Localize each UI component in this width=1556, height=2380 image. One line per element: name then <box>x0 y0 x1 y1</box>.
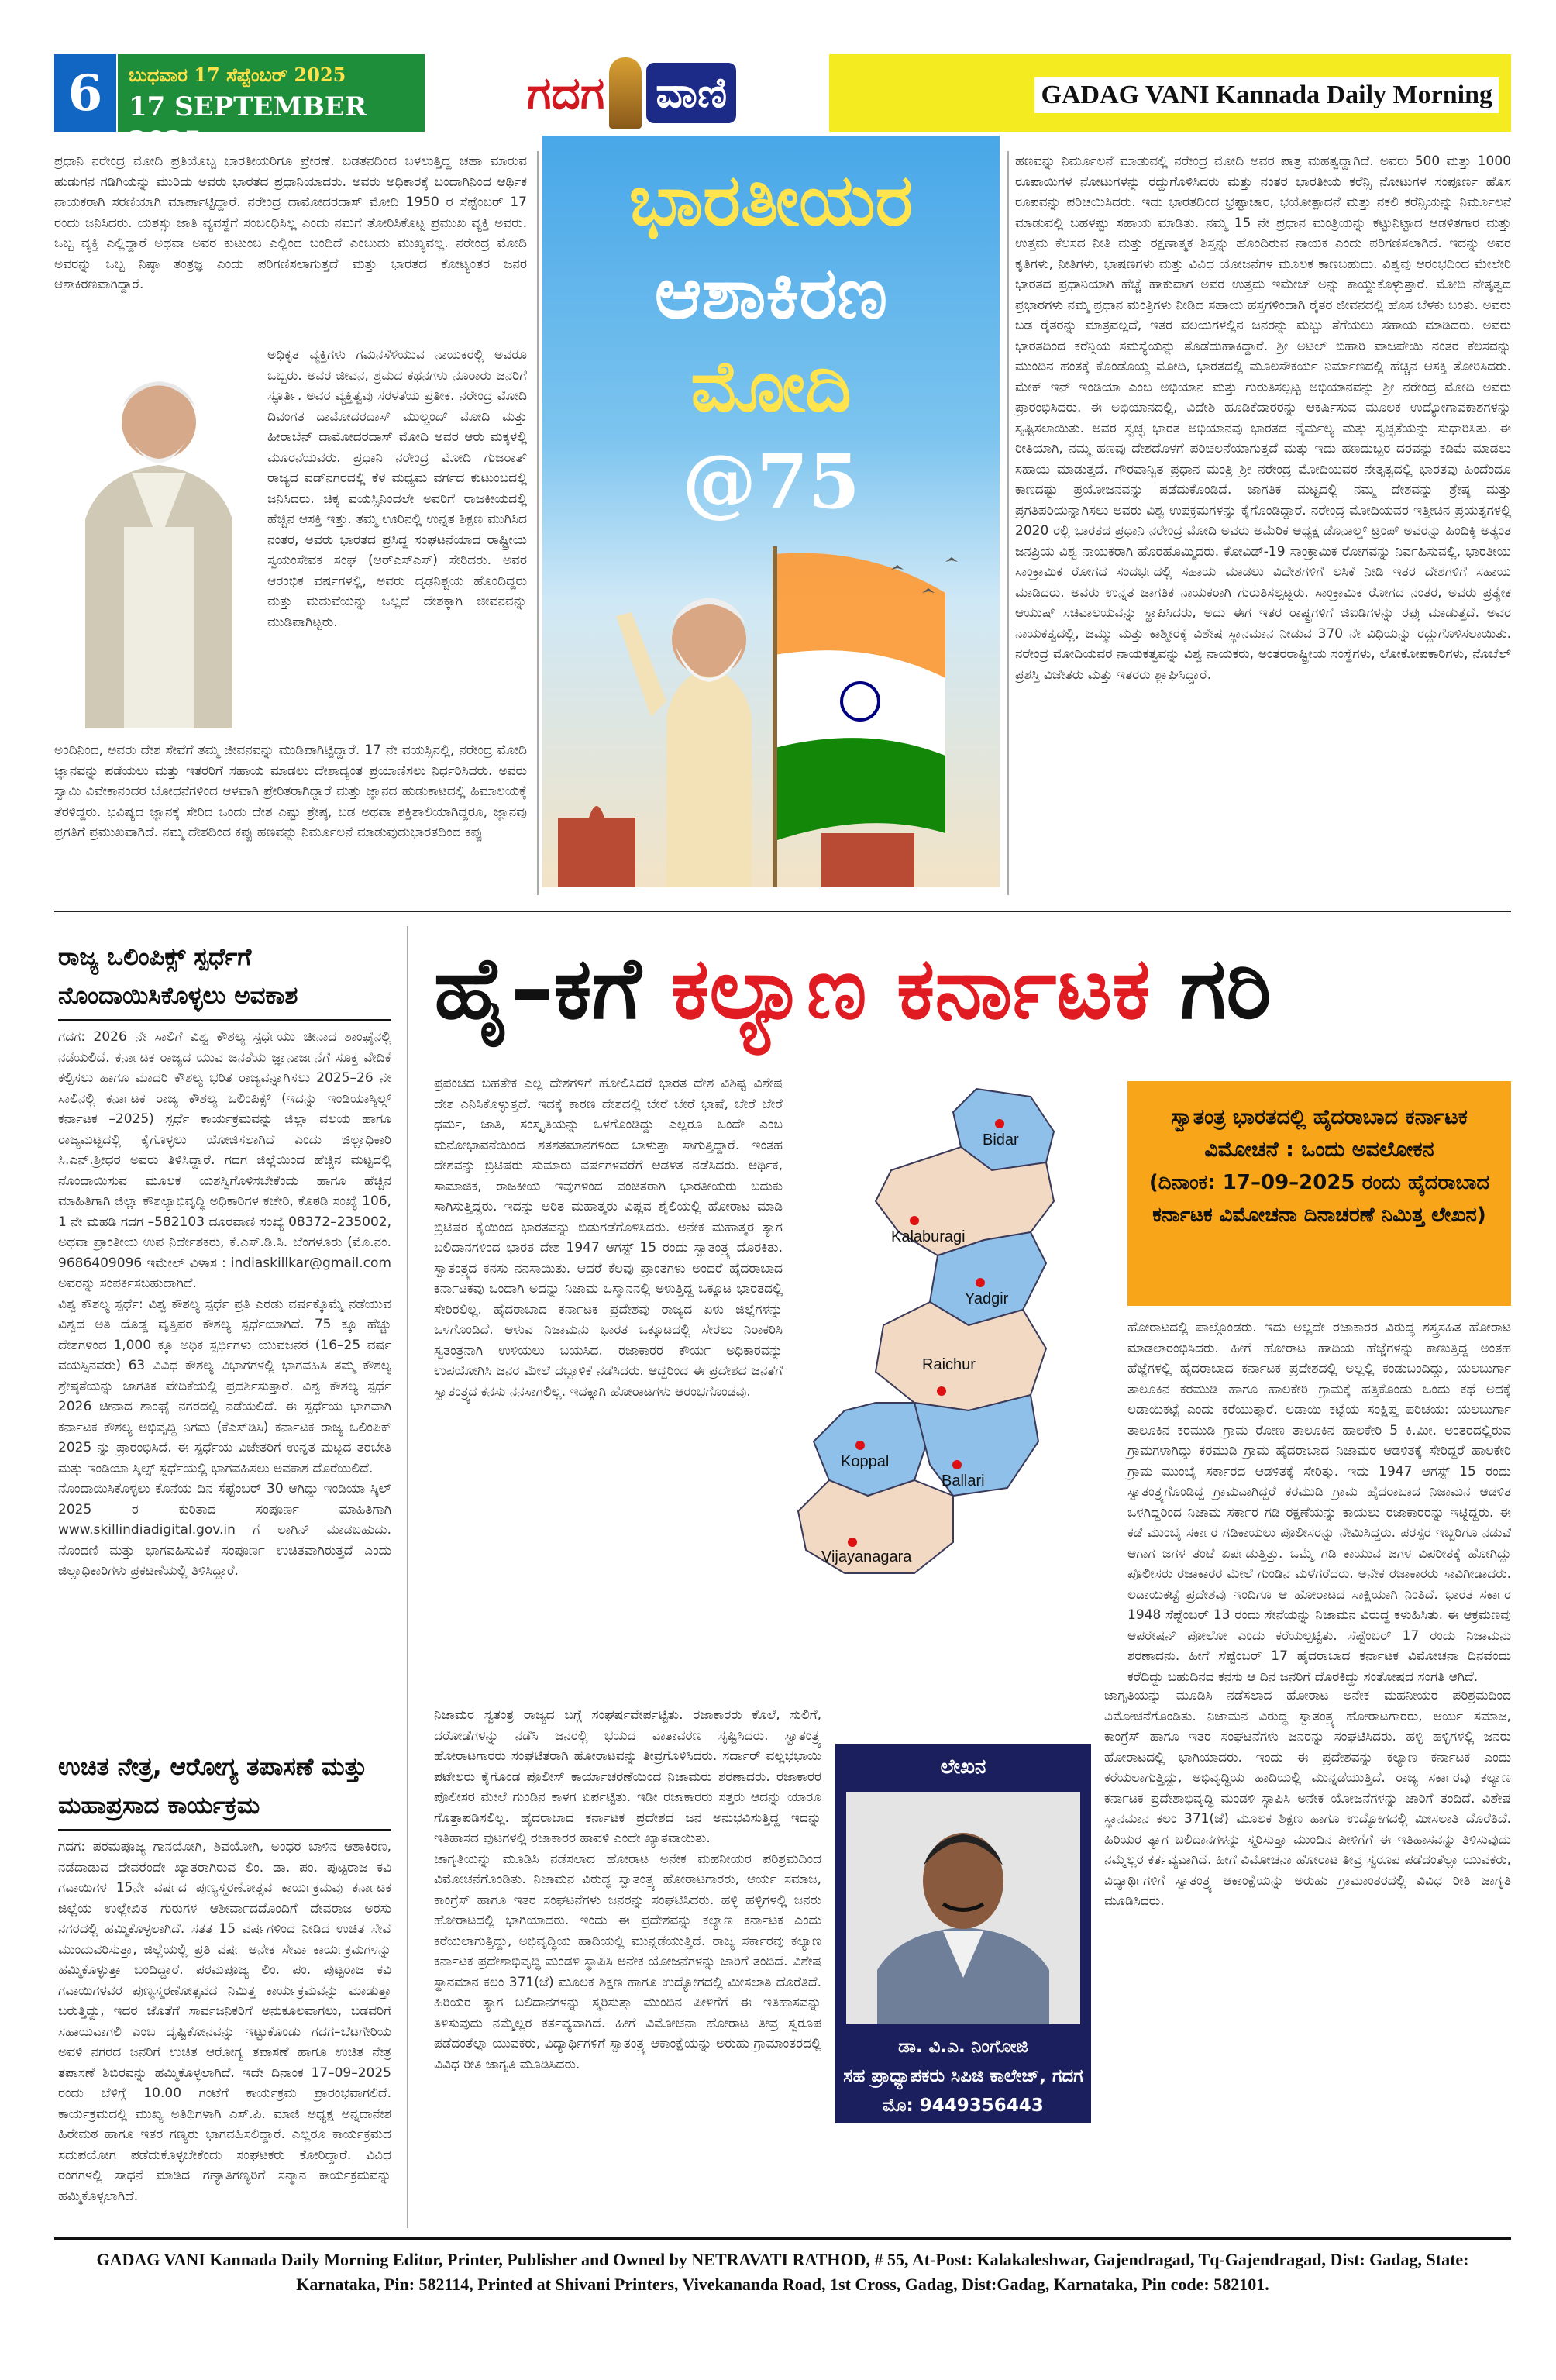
headline-underline <box>58 1019 391 1021</box>
article-info-box <box>1127 1081 1511 1306</box>
headline-part-2: ಕಲ್ಯಾಣ ಕರ್ನಾಟಕ <box>670 939 1151 1038</box>
newspaper-logo <box>527 54 821 132</box>
map-label-yadgir: Yadgir <box>965 1290 1009 1307</box>
kalyana-article-col-a <box>434 1073 783 1701</box>
modi-paragraph-3: ಅಂದಿನಿಂದ, ಅವರು ದೇಶ ಸೇವೆಗೆ ತಮ್ಮ ಜೀವನವನ್ನು ಮುಡಿಪಾಗಿಟ್ಟಿದ್ದಾರೆ. 17 ನೇ ವಯಸ್ಸಿನಲ್ಲಿ, ನರೇಂದ್ರ ಮೋದಿ ಜ್ಞಾನವನ್ನು ಪಡೆಯಲು ಮತ್ತು ಇತರರಿಗೆ ಸಹಾಯ ಮಾಡಲು ದೇಶಾದ್ಯಂತ ಪ್ರಯಾಣಿಸಲು ನಿರ್ಧರಿಸಿದರು. ಅವರು ಸ್ವಾಮಿ ವಿವೇಕಾನಂದರ ಬೋಧನೆಗಳಿಂದ ಆಳವಾಗಿ ಪ್ರೇರಿತರಾಗಿದ್ದಾರೆ ಮತ್ತು ಜ್ಞಾನದ ಹುಡುಕಾಟದಲ್ಲಿ ಹಿಮಾಲಯಕ್ಕೆ ತೆರಳಿದ್ದರು. ಭವಿಷ್ಯದ ಜ್ಞಾನಕ್ಕೆ ಸೇರಿದ ಒಂದು ದೇಶ ಎಷ್ಟು ಶ್ರೇಷ್ಠ, ಬಡ ಅಥವಾ ಶಕ್ತಿಶಾಲಿಯಾಗಿದ್ದರೂ, ಜ್ಞಾನವು ಪ್ರಗತಿಗೆ ಪ್ರಮುಖವಾಗಿದೆ. ನಮ್ಮ ದೇಶದಿಂದ ಕಪ್ಪು ಹಣವನ್ನು ನಿರ್ಮೂಲನೆ ಮಾಡುವುದುಭಾರತದಿಂದ ಕಪ್ಪು <box>54 742 527 840</box>
section-divider <box>54 911 1511 912</box>
modi-75-poster <box>542 136 1000 887</box>
kalyana-paragraph-4: ಜಾಗೃತಿಯನ್ನು ಮೂಡಿಸಿ ನಡೆಸಲಾದ ಹೋರಾಟ ಅನೇಕ ಮಹನೀಯರ ಪರಿಶ್ರಮದಿಂದ ವಿಮೋಚನೆಗೊಂಡಿತು. ನಿಜಾಮನ ವಿರುದ್ಧ ಸ್ವಾತಂತ್ರ್ಯ ಹೋರಾಟಗಾರರು, ಆರ್ಯ ಸಮಾಜ, ಕಾಂಗ್ರೆಸ್ ಹಾಗೂ ಇತರ ಸಂಘಟನೆಗಳು ಜನರನ್ನು ಸಂಘಟಿಸಿದರು. ಹಳ್ಳಿ ಹಳ್ಳಿಗಳಲ್ಲಿ ಜನರು ಹೋರಾಟದಲ್ಲಿ ಭಾಗಿಯಾದರು. ಇಂದು ಈ ಪ್ರದೇಶವನ್ನು ಕಲ್ಯಾಣ ಕರ್ನಾಟಕ ಎಂದು ಕರೆಯಲಾಗುತ್ತಿದ್ದು, ಅಭಿವೃದ್ಧಿಯ ಹಾದಿಯಲ್ಲಿ ಮುನ್ನಡೆಯುತ್ತಿದೆ. ರಾಜ್ಯ ಸರ್ಕಾರವು ಕಲ್ಯಾಣ ಕರ್ನಾಟಕ ಪ್ರದೇಶಾಭಿವೃದ್ಧಿ ಮಂಡಳಿ ಸ್ಥಾಪಿಸಿ ಅನೇಕ ಯೋಜನೆಗಳನ್ನು ಜಾರಿಗೆ ತಂದಿದೆ. ವಿಶೇಷ ಸ್ಥಾನಮಾನ ಕಲಂ 371(ಜೆ) ಮೂಲಕ ಶಿಕ್ಷಣ ಹಾಗೂ ಉದ್ಯೋಗದಲ್ಲಿ ಮೀಸಲಾತಿ ದೊರೆತಿದೆ. ಹಿರಿಯರ ತ್ಯಾಗ ಬಲಿದಾನಗಳನ್ನು ಸ್ಮರಿಸುತ್ತಾ ಮುಂದಿನ ಪೀಳಿಗೆಗೆ ಈ ಇತಿಹಾಸವನ್ನು ತಿಳಿಸುವುದು ನಮ್ಮೆಲ್ಲರ ಕರ್ತವ್ಯವಾಗಿದೆ. ಹೀಗೆ ವಿಮೋಚನಾ ಹೋರಾಟ ತೀವ್ರ ಸ್ವರೂಪ ಪಡೆದಂತೆಲ್ಲಾ ಯುವಕರು, ವಿದ್ಯಾರ್ಥಿಗಳಿಗೆ ಸ್ವಾತಂತ್ರ್ಯ ಆಕಾಂಕ್ಷೆಯನ್ನು ಅರುಹು ಗ್ರಾಮಾಂತರದಲ್ಲಿ ವಿವಿಧ ರೀತಿ ಜಾಗೃತಿ ಮೂಡಿಸಿದರು. <box>434 1851 821 2072</box>
logo-statue-icon <box>609 57 642 129</box>
logo-text-left: ಗದಗ <box>527 66 605 119</box>
modi-article-col1c <box>54 740 527 895</box>
poster-line-1: ಭಾರತೀಯರ <box>628 159 914 242</box>
modi-article-col2 <box>1015 151 1511 895</box>
kalyana-article-col-c <box>1127 1317 1511 1685</box>
author-caption <box>835 2032 1091 2120</box>
poster-line-4: @75 <box>682 438 860 525</box>
olympic-paragraph-2: ವಿಶ್ವ ಕೌಶಲ್ಯ ಸ್ಪರ್ಧೆ: ವಿಶ್ವ ಕೌಶಲ್ಯ ಸ್ಪರ್ಧೆ ಪ್ರತಿ ಎರಡು ವರ್ಷಕ್ಕೊಮ್ಮೆ ನಡೆಯುವ ವಿಶ್ವದ ಅತಿ ದೊಡ್ಡ ವೃತ್ತಿಪರ ಕೌಶಲ್ಯ ಸ್ಪರ್ಧೆಯಾಗಿದೆ. 75 ಕ್ಕೂ ಹೆಚ್ಚು ದೇಶಗಳಿಂದ 1,000 ಕ್ಕೂ ಅಧಿಕ ಸ್ಪರ್ಧಿಗಳು ಯುವಜನರೆ (16–25 ವರ್ಷ ವಯಸ್ಸಿನವರು) 63 ವಿವಿಧ ಕೌಶಲ್ಯ ವಿಭಾಗಗಳಲ್ಲಿ ಭಾಗವಹಿಸಿ ತಮ್ಮ ಕೌಶಲ್ಯ ಶ್ರೇಷ್ಠತೆಯನ್ನು ಜಾಗತಿಕ ವೇದಿಕೆಯಲ್ಲಿ ಪ್ರದರ್ಶಿಸುತ್ತಾರೆ. ವಿಶ್ವ ಕೌಶಲ್ಯ ಸ್ಪರ್ಧೆ 2026 ಚೀನಾದ ಶಾಂಘೈ ನಗರದಲ್ಲಿ ನಡೆಯಲಿದೆ. ಈ ಸ್ಪರ್ಧೆಯ ಭಾಗವಾಗಿ ಕರ್ನಾಟಕ ಕೌಶಲ್ಯ ಅಭಿವೃದ್ಧಿ ನಿಗಮ (ಕೆಎಸ್‌ಡಿಸಿ) ಕರ್ನಾಟಕ ರಾಜ್ಯ ಒಲಿಂಪಿಕ್ 2025 ನ್ನು ಪ್ರಾರಂಭಿಸಿದೆ. ಈ ಸ್ಪರ್ಧೆಯ ವಿಜೇತರಿಗೆ ಉನ್ನತ ಮಟ್ಟದ ತರಬೇತಿ ಮತ್ತು ಇಂಡಿಯಾ ಸ್ಕಿಲ್ಸ್ ಸ್ಪರ್ಧೆಯಲ್ಲಿ ಭಾಗವಹಿಸಲು ಅವಕಾಶ ದೊರೆಯಲಿದೆ. <box>58 1296 391 1476</box>
date-english: 17 SEPTEMBER 2025 <box>129 91 367 157</box>
masthead-band <box>829 54 1511 132</box>
map-label-kalaburagi: Kalaburagi <box>891 1228 966 1245</box>
author-box <box>835 1744 1091 2123</box>
kalyana-paragraph-3: ಹೋರಾಟದಲ್ಲಿ ಪಾಲ್ಗೊಂಡರು. ಇದು ಅಲ್ಲದೇ ರಜಾಕಾರರ ವಿರುದ್ಧ ಶಸ್ತ್ರಸಹಿತ ಹೋರಾಟ ಮಾಡಲಾರಂಭಿಸಿದರು. ಹೀಗೆ ಹೋರಾಟ ಹಾದಿಯ ಹೆಜ್ಜೆಗಳನ್ನು ಕಾಣುತ್ತಿದ್ದ ಅಂತಹ ಹೆಜ್ಜೆಗಳಲ್ಲಿ ಹೈದರಾಬಾದ ಕರ್ನಾಟಕ ಪ್ರದೇಶದಲ್ಲಿ ಅಲ್ಲಲ್ಲಿ ಕಂಡುಬಂದಿದ್ದು, ಯಲಬುರ್ಗಾ ತಾಲೂಕಿನ ಕರಮುಡಿ ಹಾಗೂ ಹಾಲಕೇರಿ ಗ್ರಾಮಕ್ಕೆ ಹತ್ತಿಕೊಂಡು ಒಂದು ಕಥೆ ಅದಕ್ಕೆ ಲಡಾಯಿಕಟ್ಟೆ ಎಂದು ಕರೆಯುತ್ತಾರೆ. ಲಡಾಯಿ ಕಟ್ಟೆಯ ಸಂಕ್ಷಿಪ್ತ ಪರಿಚಯ: ಯಲಬುರ್ಗಾ ತಾಲೂಕಿನ ಕರಮುಡಿ ಗ್ರಾಮ ರೋಣ ತಾಲೂಕಿನ ಹಾಲಕೇರಿ 5 ಕಿ.ಮೀ. ಅಂತರದಲ್ಲಿರುವ ಗ್ರಾಮಗಳಾಗಿದ್ದು ಕರಮುಡಿ ಗ್ರಾಮ ಹೈದರಾಬಾದ ನಿಜಾಮರ ಆಡಳಿತಕ್ಕೆ ಸೇರಿದ್ದರೆ ಹಾಲಕೇರಿ ಗ್ರಾಮ ಮುಂಬೈ ಸರ್ಕಾರದ ಆಡಳಿತಕ್ಕೆ ಸೇರಿತ್ತು. ಇದು 1947 ಆಗಸ್ಟ್ 15 ರಂದು ಸ್ವಾತಂತ್ರ್ಯಗೊಂಡಿದ್ದ ಗ್ರಾಮವಾಗಿದ್ದರೆ ಕರಮುಡಿ ಗ್ರಾಮ ಹೈದರಾಬಾದ ನಿಜಾಮನ ಆಡಳಿತ ಒಳಗಿದ್ದರಿಂದ ನಿಜಾಮ ಸರ್ಕಾರ ಗಡಿ ರಕ್ಷಣೆಯನ್ನು ಕಾಯಲು ರಜಾಕಾರರನ್ನು ಇಟ್ಟಿದ್ದರು. ಈ ಕಡೆ ಮುಂಬೈ ಸರ್ಕಾರ ಗಡಿಕಾಯಲು ಪೊಲೀಸರನ್ನು ನೇಮಿಸಿದ್ದರು. ಪರಸ್ಪರ ಇಬ್ಬರಿಗೂ ನಡುವೆ ಆಗಾಗ ಜಗಳ ತಂಟೆ ಏರ್ಪಡುತ್ತಿತ್ತು. ಒಮ್ಮೆ ಗಡಿ ಕಾಯುವ ಜಗಳ ವಿಪರೀತಕ್ಕೆ ಹೋಗಿದ್ದು ಪೊಲೀಸರು ರಜಾಕಾರರ ಮೇಲೆ ಗುಂಡಿನ ಮಳೆಗರೆದರು. ಅನೇಕ ರಜಾಕಾರರು ಸಾವಿಗೀಡಾದರು. ಲಡಾಯಿಕಟ್ಟೆ ಪ್ರದೇಶವು ಇಂದಿಗೂ ಆ ಹೋರಾಟದ ಸಾಕ್ಷಿಯಾಗಿ ನಿಂತಿದೆ. ಭಾರತ ಸರ್ಕಾರ 1948 ಸೆಪ್ಟೆಂಬರ್ 13 ರಂದು ಸೇನೆಯನ್ನು ನಿಜಾಮನ ವಿರುದ್ಧ ಕಳುಹಿಸಿತು. ಈ ಆಕ್ರಮಣವು ಆಪರೇಷನ್ ಪೋಲೋ ಎಂದು ಕರೆಯಲ್ಪಟ್ಟಿತು. ಸೆಪ್ಟೆಂಬರ್ 17 ರಂದು ನಿಜಾಮನು ಶರಣಾದನು. ಹೀಗೆ ಸೆಪ್ಟೆಂಬರ್ 17 ಹೈದರಾಬಾದ ಕರ್ನಾಟಕ ವಿಮೋಚನಾ ದಿನವೆಂದು ಕರೆದಿದ್ದು ಬಹುದಿನದ ಕನಸು ಆ ದಿನ ಜನರಿಗೆ ದೊರಕಿದ್ದು ಸಂತೋಷದ ಸಂಗತಿ ಆಗಿದೆ. <box>1127 1320 1511 1685</box>
map-label-koppal: Koppal <box>841 1453 890 1470</box>
map-label-vijayanagara: Vijayanagara <box>821 1548 912 1565</box>
masthead <box>54 54 1511 157</box>
poster-line-3: ಮೋದಿ <box>690 345 852 428</box>
column-divider <box>407 926 408 2228</box>
paper-name: GADAG VANI Kannada Daily Morning <box>1034 77 1499 113</box>
author-photo <box>846 1792 1080 2024</box>
headline-part-1: ಹೈ–ಕಗೆ <box>434 939 642 1038</box>
imprint-line-2: Karnataka, Pin: 582114, Printed at Shivani Printers, Vivekananda Road, 1st Cross, Gadag, Dist:Gadag, Karnataka, Pin code: 582101. <box>296 2275 1269 2294</box>
page-number: 6 <box>54 54 116 132</box>
kalyana-headline <box>434 930 1511 1046</box>
column-divider <box>537 151 539 895</box>
headline-underline <box>58 1829 391 1831</box>
modi-paragraph-4: ಹಣವನ್ನು ನಿರ್ಮೂಲನೆ ಮಾಡುವಲ್ಲಿ ನರೇಂದ್ರ ಮೋದಿ ಅವರ ಪಾತ್ರ ಮಹತ್ವದ್ದಾಗಿದೆ. ಅವರು 500 ಮತ್ತು 1000 ರೂಪಾಯಿಗಳ ನೋಟುಗಳನ್ನು ರದ್ದುಗೊಳಿಸಿದರು ಮತ್ತು ನಂತರ ಭಾರತೀಯ ಕರೆನ್ಸಿ ನೋಟುಗಳ ಸಂಪೂರ್ಣ ಹೊಸ ರೂಪವನ್ನು ಪರಿಚಯಿಸಿದರು. ಇದು ಭಾರತದಿಂದ ಭ್ರಷ್ಟಾಚಾರ, ಭಯೋತ್ಪಾದನೆ ಮತ್ತು ನಕಲಿ ಕರೆನ್ಸಿಯನ್ನು ನಿರ್ಮೂಲನೆ ಮಾಡುವಲ್ಲಿ ಬಹಳಷ್ಟು ಸಹಾಯ ಮಾಡಿತು. ನಮ್ಮ 15 ನೇ ಪ್ರಧಾನ ಮಂತ್ರಿಯನ್ನು ಕಟ್ಟುನಿಟ್ಟಾದ ಆಡಳಿತಗಾರ ಮತ್ತು ಉತ್ತಮ ಕೆಲಸದ ನೀತಿ ಮತ್ತು ರಕ್ಷಣಾತ್ಮಕ ಶಿಸ್ತನ್ನು ಹೊಂದಿರುವ ನಾಯಕ ಎಂದು ಪರಿಗಣಿಸಲಾಗಿದೆ. ಇದನ್ನು ಅವರ ಕೃತಿಗಳು, ನೀತಿಗಳು, ಭಾಷಣಗಳು ಮತ್ತು ವಿವಿಧ ಯೋಜನೆಗಳ ಮೂಲಕ ಕಾಣಬಹುದು. ವಿಶ್ವವು ಆರಂಭದಿಂದ ಮೇಲೇರಿ ಭಾರತದ ಪ್ರಧಾನಿಯಾಗಿ ಹೆಚ್ಚೆ ಹಾಕುವಾಗ ಅವರ ಉತ್ತಮ ಇಮೇಜ್ ಅನ್ನು ಕಾಯ್ದುಕೊಳ್ಳುತ್ತಾರೆ. ಮೋದಿ ನೇತೃತ್ವದ ಪ್ರಭಾರಗಳು ನಮ್ಮ ಪ್ರಧಾನ ಮಂತ್ರಿಗಳು ನೀಡಿದ ಸಹಾಯ ಹಸ್ತಗಳಿಂದಾಗಿ ರೈತರ ಜೀವನದಲ್ಲಿ ಹೊಸ ಬೆಳಕು ಬಂತು. ಅವರು ಬಡ ರೈತರನ್ನು ಮಾತ್ರವಲ್ಲದೆ, ಇತರ ವಲಯಗಳಲ್ಲಿನ ಜನರನ್ನು ಮಬ್ಬು ತೆಗೆಯಲು ಸಹಾಯ ಮಾಡಿದರು. ಅವರು ಭಾರತದಿಂದ ಕರೆನ್ಸಿಯ ಸಮಸ್ಯೆಯನ್ನು ತೊಡೆದುಹಾಕಿದ್ದಾರೆ. ಶ್ರೀ ಅಟಲ್ ಬಿಹಾರಿ ವಾಜಪೇಯಿ ನಂತರ ಕೆಲಸವನ್ನು ಮುಂದಿನ ಹಂತಕ್ಕೆ ಕೊಂಡೊಯ್ದ ಮೋದಿ, ಭಾರತದಲ್ಲಿ ಮೂಲಸೌಕರ್ಯ ನಿರ್ಮಾಣದಲ್ಲಿ ಹೆಚ್ಚಿನ ಆಸಕ್ತಿ ತೋರಿಸಿದರು. ಮೇಕ್ ಇನ್ ಇಂಡಿಯಾ ಎಂಬ ಅಭಿಯಾನ ಮತ್ತು ಗುರುತಿಸಲ್ಪಟ್ಟ ಅಭಿಯಾನವನ್ನು ಶ್ರೀ ನರೇಂದ್ರ ಮೋದಿ ಅವರು ಪ್ರಾರಂಭಿಸಿದರು. ಈ ಅಭಿಯಾನದಲ್ಲಿ, ವಿದೇಶಿ ಹೂಡಿಕೆದಾರರನ್ನು ಆಕರ್ಷಿಸುವ ಮೂಲಕ ಉದ್ಯೋಗಾವಕಾಶಗಳನ್ನು ಸೃಷ್ಟಿಸಲಾಯಿತು. ಅವರ ಸ್ವಚ್ಛ ಭಾರತ ಅಭಿಯಾನವು ಭಾರತದ ನೈರ್ಮಲ್ಯ ಮತ್ತು ಸ್ವಚ್ಛತೆಯನ್ನು ಸುಧಾರಿಸಿತು. ಈ ರೀತಿಯಾಗಿ, ನಮ್ಮ ಹಣವು ದೇಶದೊಳಗೆ ಪರಿಚಲನೆಯಾಗುತ್ತದೆ ಮತ್ತು ಇದು ಹಣದುಬ್ಬರ ದರವನ್ನು ಕಡಿಮೆ ಮಾಡಲು ಸಹಾಯ ಮಾಡುತ್ತದೆ. ಗೌರವಾನ್ವಿತ ಪ್ರಧಾನ ಮಂತ್ರಿ ಶ್ರೀ ನರೇಂದ್ರ ಮೋದಿಯವರ ನೇತೃತ್ವದಲ್ಲಿ ಭಾರತವು ಹಿಂದೆಂದೂ ಕಾಣದಷ್ಟು ಪ್ರಯೋಜನವನ್ನು ಪಡೆದುಕೊಂಡಿದೆ. ಜಾಗತಿಕ ಮಟ್ಟದಲ್ಲಿ ನಮ್ಮ ದೇಶವನ್ನು ಶ್ರೇಷ್ಠ ಮತ್ತು ಪ್ರಗತಿಪರಿಯನ್ನಾಗಿಸಲು ಅವರು ವಿಶ್ವ ಉಪಕ್ರಮಗಳನ್ನು ಕೈಗೊಂಡಿದ್ದಾರೆ. ನರೇಂದ್ರ ಮೋದಿಯವರ ಇತ್ತೀಚಿನ ಪ್ರಯತ್ನಗಳಲ್ಲಿ 2020 ರಲ್ಲಿ ಭಾರತದ ಪ್ರಧಾನಿ ನರೇಂದ್ರ ಮೋದಿ ಅವರು ಅಮೆರಿಕ ಅಧ್ಯಕ್ಷ ಡೊನಾಲ್ಡ್ ಟ್ರಂಪ್ ಅವರನ್ನು ಹಿಂದಿಕ್ಕಿ ಅತ್ಯಂತ ಜನಪ್ರಿಯ ವಿಶ್ವ ನಾಯಕರಾಗಿ ಹೊರಹೊಮ್ಮಿದರು. ಕೋವಿಡ್-19 ಸಾಂಕ್ರಾಮಿಕ ರೋಗವನ್ನು ನಿರ್ವಹಿಸುವಲ್ಲಿ, ಭಾರತೀಯ ಸಾಂಕ್ರಾಮಿಕ ರೋಗದ ಸಂದರ್ಭದಲ್ಲಿ ಸಹಾಯ ಮಾಡಲು ವಿದೇಶಗಳಿಗೆ ಲಸಿಕೆ ನೀಡಿ ಇತರ ದೇಶಗಳಿಗೆ ಸಹಾಯ ಮಾಡಿದರು. ಅವರು ಉನ್ನತ ಜಾಗತಿಕ ನಾಯಕರಾಗಿ ಗುರುತಿಸಲ್ಪಟ್ಟರು. ಸಾಂಕ್ರಾಮಿಕ ರೋಗದ ನಂತರ, ಅವರು ಪ್ರತ್ಯೇಕ ಆಯುಷ್ ಸಚಿವಾಲಯವನ್ನು ಸ್ಥಾಪಿಸಿದರು, ಅದು ಈಗ ಇತರ ರಾಷ್ಟ್ರಗಳಿಗೆ ಜಿಐಡಿಗಳನ್ನು ರಫ್ತು ಮಾಡುತ್ತದೆ. ಅವರ ನಾಯಕತ್ವದಲ್ಲಿ, ಜಮ್ಮು ಮತ್ತು ಕಾಶ್ಮೀರಕ್ಕೆ ವಿಶೇಷ ಸ್ಥಾನಮಾನ ನೀಡುವ 370 ನೇ ವಿಧಿಯನ್ನು ರದ್ದುಗೊಳಿಸಲಾಯಿತು. ನರೇಂದ್ರ ಮೋದಿಯವರ ನಾಯಕತ್ವವನ್ನು ವಿಶ್ವ ನಾಯಕರು, ಅಂತರರಾಷ್ಟ್ರೀಯ ಸಂಸ್ಥೆಗಳು, ಲೋಕೋಪಕಾರಿಗಳು, ನೊಬೆಲ್ ಪ್ರಶಸ್ತಿ ವಿಜೇತರು ಮತ್ತು ಇತರರು ಶ್ಲಾಘಿಸಿದ್ದಾರೆ. <box>1015 153 1511 683</box>
poster-illustration <box>542 523 1000 887</box>
author-name: ಡಾ. ವಿ.ಎ. ನಿಂಗೋಜಿ <box>898 2037 1028 2057</box>
olympic-paragraph-1: ಗದಗ: 2026 ನೇ ಸಾಲಿಗೆ ವಿಶ್ವ ಕೌಶಲ್ಯ ಸ್ಪರ್ಧೆಯು ಚೀನಾದ ಶಾಂಘೈನಲ್ಲಿ ನಡೆಯಲಿದೆ. ಕರ್ನಾಟಕ ರಾಜ್ಯದ ಯುವ ಜನತೆಯ ಜ್ಞಾನಾರ್ಜನೆಗೆ ಸೂಕ್ತ ವೇದಿಕೆ ಕಲ್ಪಿಸಲು ಹಾಗೂ ಮಾದರಿ ಕೌಶಲ್ಯ ಭರಿತ ರಾಜ್ಯವನ್ನಾಗಿಸಲು 2025–26 ನೇ ಸಾಲಿನಲ್ಲಿ ಕರ್ನಾಟಕ ರಾಜ್ಯ ಕೌಶಲ್ಯ ಒಲಿಂಪಿಕ್ಸ್ (ಇದನ್ನು ಇಂಡಿಯಾಸ್ಕಿಲ್ಸ್ ಕರ್ನಾಟಕ –2025) ಸ್ಪರ್ಧೆ ಕಾರ್ಯಕ್ರಮವನ್ನು ಜಿಲ್ಲಾ ವಲಯ ಹಾಗೂ ರಾಜ್ಯಮಟ್ಟದಲ್ಲಿ ಕೈಗೊಳ್ಳಲು ಯೋಜಿಸಲಾಗಿದೆ ಎಂದು ಜಿಲ್ಲಾಧಿಕಾರಿ ಸಿ.ಎನ್.ಶ್ರೀಧರ ಅವರು ತಿಳಿಸಿದ್ದಾರೆ. ಗದಗ ಜಿಲ್ಲೆಯಿಂದ ಹೆಚ್ಚಿನ ಮಟ್ಟದಲ್ಲಿ ನೊಂದಾಯಿಸುವ ಮೂಲಕ ಯಶಸ್ವಿಗೊಳಿಸಬೇಕೆಂದು ಹಾಗೂ ಹೆಚ್ಚಿನ ಮಾಹಿತಿಗಾಗಿ ಜಿಲ್ಲಾ ಕೌಶಲ್ಯಾಭಿವೃದ್ಧಿ ಅಧಿಕಾರಿಗಳ ಕಚೇರಿ, ಕೊಠಡಿ ಸಂಖ್ಯೆ 106, 1 ನೇ ಮಹಡಿ ಗದಗ –582103 ದೂರವಾಣಿ ಸಂಖ್ಯೆ 08372–235002, ಅಥವಾ ಪ್ರಾಂತೀಯ ಉಪ ನಿರ್ದೇಶಕರು, ಕೆ.ಎಸ್.ಡಿ.ಸಿ. ಬೆಂಗಳೂರು (ಮೊ.ನಂ. 9686409096 ಇಮೇಲ್ ವಿಳಾಸ : indiaskillkar@gmail.com ಅವರನ್ನು ಸಂಪರ್ಕಿಸಬಹುದಾಗಿದೆ. <box>58 1029 391 1291</box>
map-label-bidar: Bidar <box>983 1131 1019 1149</box>
eye-camp-paragraph: ಗದಗ: ಪರಮಪೂಜ್ಯ ಗಾನಯೋಗಿ, ಶಿವಯೋಗಿ, ಅಂಧರ ಬಾಳಿನ ಆಶಾಕಿರಣ, ನಡೆದಾಡುವ ದೇವರೆಂದೇ ಖ್ಯಾತರಾಗಿರುವ ಲಿಂ. ಡಾ. ಪಂ. ಪುಟ್ಟರಾಜ ಕವಿ ಗವಾಯಿಗಳ 15ನೇ ವರ್ಷದ ಪುಣ್ಯಸ್ಮರಣೋತ್ಸವ ಕಾರ್ಯಕ್ರಮವು ಕರ್ನಾಟಕ ಜಿಲ್ಲೆಯ ಉಲ್ಲೇಖಿತ ಗುರುಗಳ ಆಶೀರ್ವಾದದೊಂದಿಗೆ ದೇವರಾಜ ಅರಸು ನಗರದಲ್ಲಿ ಹಮ್ಮಿಕೊಳ್ಳಲಾಗಿದೆ. ಸತತ 15 ವರ್ಷಗಳಿಂದ ನೀಡಿದ ಉಚಿತ ಸೇವೆ ಮುಂದುವರಿಸುತ್ತಾ, ಜಿಲ್ಲೆಯಲ್ಲಿ ಪ್ರತಿ ವರ್ಷ ಅನೇಕ ಸೇವಾ ಕಾರ್ಯಕ್ರಮಗಳನ್ನು ಹಮ್ಮಿಕೊಳ್ಳುತ್ತಾ ಬಂದಿದ್ದಾರೆ. ಪರಮಪೂಜ್ಯ ಲಿಂ. ಪಂ. ಪುಟ್ಟರಾಜ ಕವಿ ಗವಾಯಿಗಳವರ ಪುಣ್ಯಸ್ಮರಣೋತ್ಸವದ ನಿಮಿತ್ತ ಕಾರ್ಯಕ್ರಮವನ್ನು ಮಾಡುತ್ತಾ ಬರುತ್ತಿದ್ದು, ಇದರ ಜೊತೆಗೆ ಸಾರ್ವಜನಿಕರಿಗೆ ಅನುಕೂಲವಾಗಲು, ಬಡವರಿಗೆ ಸಹಾಯವಾಗಲಿ ಎಂಬ ದೃಷ್ಟಿಕೋನವನ್ನು ಇಟ್ಟುಕೊಂಡು ಗದಗ–ಬೆಟಗೇರಿಯ ಅವಳಿ ನಗರದ ಜನರಿಗೆ ಉಚಿತ ಆರೋಗ್ಯ ತಪಾಸಣೆ ಹಾಗೂ ಉಚಿತ ನೇತ್ರ ತಪಾಸಣೆ ಶಿಬಿರವನ್ನು ಹಮ್ಮಿಕೊಳ್ಳಲಾಗಿದೆ. ಇದೇ ದಿನಾಂಕ 17–09–2025 ರಂದು ಬೆಳಿಗ್ಗೆ 10.00 ಗಂಟೆಗೆ ಕಾರ್ಯಕ್ರಮ ಪ್ರಾರಂಭವಾಗಲಿದೆ. ಕಾರ್ಯಕ್ರಮದಲ್ಲಿ ಮುಖ್ಯ ಅತಿಥಿಗಳಾಗಿ ಎಸ್.ಪಿ. ಮಾಜಿ ಅಧ್ಯಕ್ಷ ಅನ್ನದಾನೇಶ ಹಿರೇಮಠ ಹಾಗೂ ಇತರ ಗಣ್ಯರು ಭಾಗವಹಿಸಲಿದ್ದಾರೆ. ಎಲ್ಲರೂ ಕಾರ್ಯಕ್ರಮದ ಸದುಪಯೋಗ ಪಡೆದುಕೊಳ್ಳಬೇಕೆಂದು ಸಂಘಟಕರು ಕೋರಿದ್ದಾರೆ. ವಿವಿಧ ರಂಗಗಳಲ್ಲಿ ಸಾಧನೆ ಮಾಡಿದ ಗಣ್ಯಾತಿಗಣ್ಯರಿಗೆ ಸನ್ಮಾನ ಕಾರ್ಯಕ್ರಮವನ್ನು ಹಮ್ಮಿಕೊಳ್ಳಲಾಗಿದೆ. <box>58 1839 391 2204</box>
headline-part-3: ಗರಿ <box>1180 939 1272 1038</box>
modi-article-intro <box>54 151 527 341</box>
kalyana-article-col-d <box>434 1705 821 2224</box>
kalyana-paragraph-2: ನಿಜಾಮರ ಸ್ವತಂತ್ರ ರಾಜ್ಯದ ಬಗ್ಗೆ ಸಂಘರ್ಷವೇರ್ಪಟ್ಟಿತು. ರಜಾಕಾರರು ಕೊಲೆ, ಸುಲಿಗೆ, ದರೋಡೆಗಳನ್ನು ನಡೆಸಿ ಜನರಲ್ಲಿ ಭಯದ ವಾತಾವರಣ ಸೃಷ್ಟಿಸಿದರು. ಸ್ವಾತಂತ್ರ್ಯ ಹೋರಾಟಗಾರರು ಸಂಘಟಿತರಾಗಿ ಹೋರಾಟವನ್ನು ತೀವ್ರಗೊಳಿಸಿದರು. ಸರ್ದಾರ್ ವಲ್ಲಭಭಾಯಿ ಪಟೇಲರು ಕೈಗೊಂಡ ಪೊಲೀಸ್ ಕಾರ್ಯಾಚರಣೆಯಿಂದ ನಿಜಾಮರು ಶರಣಾದರು. ರಜಾಕಾರರ ಪೊಲೀಸರ ಮೇಲೆ ಗುಂಡಿನ ಕಾಳಗ ಏರ್ಪಟ್ಟಿತು. ಇಡೀ ರಜಾಕಾರರು ಸತ್ತರು ಆದನ್ನು ಯಾರೂ ಗೊತ್ತಾಪಡಿಸಲಿಲ್ಲ. ಹೈದರಾಬಾದ ಕರ್ನಾಟಕ ಪ್ರದೇಶದ ಜನ ಅನುಭವಿಸುತ್ತಿದ್ದ ಇದನ್ನು ಇತಿಹಾಸದ ಪುಟಗಳಲ್ಲಿ ರಜಾಕಾರರ ಹಾವಳಿ ಎಂದೇ ಖ್ಯಾತವಾಯಿತು. <box>434 1707 821 1846</box>
modi-paragraph-2: ಅಧಿಕೃತ ವ್ಯಕ್ತಿಗಳು ಗಮನಸೆಳೆಯುವ ನಾಯಕರಲ್ಲಿ ಅವರೂ ಒಬ್ಬರು. ಅವರ ಜೀವನ, ಶ್ರಮದ ಕಥನಗಳು ನೂರಾರು ಜನರಿಗೆ ಸ್ಫೂರ್ತಿ. ಅವರ ವ್ಯಕ್ತಿತ್ವವು ಸರಳತೆಯ ಪ್ರತೀಕ. ನರೇಂದ್ರ ಮೋದಿ ದಿವಂಗತ ದಾಮೋದರದಾಸ್ ಮುಲ್ಚಂದ್ ಮೋದಿ ಮತ್ತು ಹೀರಾಬೆನ್ ದಾಮೋದರದಾಸ್ ಮೋದಿ ಅವರ ಆರು ಮಕ್ಕಳಲ್ಲಿ ಮೂರನೆಯವರು. ಪ್ರಧಾನಿ ನರೇಂದ್ರ ಮೋದಿ ಗುಜರಾತ್ ರಾಜ್ಯದ ವಡ್‌ನಗರದಲ್ಲಿ ಕೆಳ ಮಧ್ಯಮ ವರ್ಗದ ಕುಟುಂಬದಲ್ಲಿ ಜನಿಸಿದರು. ಚಿಕ್ಕ ವಯಸ್ಸಿನಿಂದಲೇ ಅವರಿಗೆ ರಾಜಕೀಯದಲ್ಲಿ ಹೆಚ್ಚಿನ ಆಸಕ್ತಿ ಇತ್ತು. ತಮ್ಮ ಊರಿನಲ್ಲಿ ಉನ್ನತ ಶಿಕ್ಷಣ ಮುಗಿಸಿದ ನಂತರ, ಅವರು ಭಾರತದ ಪ್ರಸಿದ್ಧ ಸಂಘಟನೆಯಾದ ರಾಷ್ಟ್ರೀಯ ಸ್ವಯಂಸೇವಕ ಸಂಘ (ಆರ್‌ಎಸ್‌ಎಸ್) ಸೇರಿದರು. ಅವರ ಆರಂಭಿಕ ವರ್ಷಗಳಲ್ಲಿ, ಅವರು ದೃಢನಿಶ್ಚಯ ಹೊಂದಿದ್ದರು ಮತ್ತು ಮದುವೆಯನ್ನು ಒಲ್ಲದೆ ದೇಶಕ್ಕಾಗಿ ಜೀವನವನ್ನು ಮುಡಿಪಾಗಿಟ್ಟರು. <box>267 347 527 630</box>
author-role: ಸಹ ಪ್ರಾಧ್ಯಾಪಕರು ಸಿಪಿಜಿ ಕಾಲೇಜ್, ಗದಗ <box>843 2066 1083 2086</box>
kalyana-paragraph-1: ಪ್ರಪಂಚದ ಬಹತೇಕ ಎಲ್ಲ ದೇಶಗಳಿಗೆ ಹೋಲಿಸಿದರೆ ಭಾರತ ದೇಶ ವಿಶಿಷ್ಟ ವಿಶೇಷ ದೇಶ ಎನಿಸಿಕೊಳ್ಳುತ್ತದೆ. ಇದಕ್ಕೆ ಕಾರಣ ದೇಶದಲ್ಲಿ ಬೇರೆ ಬೇರೆ ಭಾಷೆ, ಬೇರೆ ಬೇರೆ ಧರ್ಮ, ಜಾತಿ, ಸಂಸ್ಕೃತಿಯನ್ನು ಒಳಗೊಂಡಿದ್ದು ಎಲ್ಲರೂ ಒಂದೇ ಎಂಬ ಮನೋಭಾವನೆಯಿಂದ ಶತಶತಮಾನಗಳಿಂದ ಬಾಳುತ್ತಾ ಸಾಗುತ್ತಿದ್ದಾರೆ. ಇಂತಹ ದೇಶವನ್ನು ಬ್ರಿಟಿಷರು ಸುಮಾರು ವರ್ಷಗಳವರೆಗೆ ಆಡಳಿತ ನಡೆಸಿದರು. ಆರ್ಥಿಕ, ಸಾಮಾಜಿಕ, ರಾಜಕೀಯ ಇವುಗಳಿಂದ ವಂಚಿತರಾಗಿ ಭಾರತೀಯರು ಬದುಕು ಸಾಗಿಸುತ್ತಿದ್ದರು. ಇದನ್ನು ಅರಿತ ಮಹಾತ್ಮರು ವಿಪ್ಲವ ಶೈಲಿಯಲ್ಲಿ ಹೋರಾಟ ಮಾಡಿ ಬ್ರಿಟಿಷರ ಕೈಯಿಂದ ಭಾರತವನ್ನು ಬಿಡುಗಡೆಗೊಳಿಸಿದರು. ಅನೇಕ ಮಹಾತ್ಮರ ತ್ಯಾಗ ಬಲಿದಾನಗಳಿಂದ ಭಾರತ ದೇಶ 1947 ಆಗಸ್ಟ್ 15 ರಂದು ಸ್ವಾತಂತ್ರ್ಯ ದೊರಕಿತು. ಸ್ವಾತಂತ್ರ್ಯದ ಕನಸು ನನಸಾಯಿತು. ಆದರೆ ಕೆಲವು ಪ್ರಾಂತಗಳು ಅಂದರೆ ಹೈದರಾಬಾದ ಕರ್ನಾಟಕವು ಒಂದಾಗಿ ಅದನ್ನು ನಿಜಾಮ ಒಸ್ಮಾನನಲ್ಲಿ ಅಳುತ್ತಿದ್ದ ಒಕ್ಕೂಟ ಭಾರತದಲ್ಲಿ ಸೇರಿರಲಿಲ್ಲ. ಹೈದರಾಬಾದ ಕರ್ನಾಟಕ ಪ್ರದೇಶವು ರಾಜ್ಯದ ಏಳು ಜಿಲ್ಲೆಗಳನ್ನು ಒಳಗೊಂಡಿದೆ. ಆಳುವ ನಿಜಾಮನು ಭಾರತ ಒಕ್ಕೂಟದಲ್ಲಿ ಸೇರಲು ನಿರಾಕರಿಸಿ ಸ್ವತಂತ್ರನಾಗಿ ಉಳಿಯಲು ಬಯಸಿದ. ರಜಾಕಾರರ ಕೌರ್ಯ ಅಧಿಕಾರವನ್ನು ಉಪಯೋಗಿಸಿ ಜನರ ಮೇಲೆ ದಬ್ಬಾಳಿಕೆ ನಡೆಸಿದರು. ಆದ್ದರಿಂದ ಈ ಪ್ರದೇಶದ ಜನತೆಗೆ ಸ್ವಾತಂತ್ರ್ಯದ ಕನಸು ನನಸಾಗಲಿಲ್ಲ. ಇದಕ್ಕಾಗಿ ಹೋರಾಟಗಳು ಆರಂಭಗೊಂಡವು. <box>434 1076 783 1400</box>
logo-text-right: ವಾಣಿ <box>646 63 736 123</box>
map-label-ballari: Ballari <box>942 1472 985 1490</box>
olympic-headline: ರಾಜ್ಯ ಒಲಿಂಪಿಕ್ಸ್ ಸ್ಪರ್ಧೆಗೆ ನೊಂದಾಯಿಸಿಕೊಳ್ಳಲು ಅವಕಾಶ <box>58 943 298 1010</box>
info-title: ಸ್ವಾತಂತ್ರ ಭಾರತದಲ್ಲಿ ಹೈದರಾಬಾದ ಕರ್ನಾಟಕ ವಿಮೋಚನೆ : ಒಂದು ಅವಲೋಕನ <box>1171 1105 1468 1162</box>
olympic-article <box>58 1027 391 1736</box>
map-label-raichur: Raichur <box>922 1356 976 1373</box>
kalyana-article-col-e <box>1104 1686 1511 2228</box>
imprint-footer <box>54 2247 1511 2297</box>
eye-camp-headline: ಉಚಿತ ನೇತ್ರ, ಆರೋಗ್ಯ ತಪಾಸಣೆ ಮತ್ತು ಮಹಾಪ್ರಸಾದ ಕಾರ್ಯಕ್ರಮ <box>58 1753 367 1820</box>
modi-paragraph-1: ಪ್ರಧಾನಿ ನರೇಂದ್ರ ಮೋದಿ ಪ್ರತಿಯೊಬ್ಬ ಭಾರತೀಯರಿಗೂ ಪ್ರೇರಣೆ. ಬಡತನದಿಂದ ಬಳಲುತ್ತಿದ್ದ ಚಹಾ ಮಾರುವ ಹುಡುಗನ ಗಡಿಗಿಯನ್ನು ಮುರಿದು ಅವರು ಭಾರತದ ಪ್ರಧಾನಿಯಾದರು. ಅವರು ಅಧಿಕಾರಕ್ಕೆ ಬಂದಾಗಿನಿಂದ ಆರ್ಥಿಕ ನಾಯಕರಾಗಿ ಸರಣಿಯಾಗಿ ಮಾರ್ಪಾಟ್ಟಿದ್ದಾರೆ. ನರೇಂದ್ರ ದಾಮೋದರದಾಸ್ ಮೋದಿ 1950 ರ ಸೆಪ್ಟೆಂಬರ್ 17 ರಂದು ಜನಿಸಿದರು. ಯಶಸ್ಸು ಜಾತಿ ವ್ಯವಸ್ಥೆಗೆ ಸಂಬಂಧಿಸಿಲ್ಲ ಎಂದು ನಮಗೆ ತೋರಿಸಿಕೊಟ್ಟ ಪ್ರಮುಖ ವ್ಯಕ್ತಿ ಅವರು. ಒಬ್ಬ ವ್ಯಕ್ತಿ ಎಲ್ಲಿದ್ದಾರೆ ಅಥವಾ ಅವರ ಕುಟುಂಬ ಎಲ್ಲಿಂದ ಬಂದಿದೆ ಎಂಬುದು ಮುಖ್ಯವಲ್ಲ. ನರೇಂದ್ರ ಮೋದಿ ಅವರನ್ನು ಒಬ್ಬ ನಿಷ್ಠಾ ತಂತ್ರಜ್ಞ ಎಂದು ಪರಿಗಣಿಸಲಾಗುತ್ತದೆ ಮತ್ತು ಭಾರತದ ಕೋಟ್ಯಂತರ ಜನರ ಆಶಾಕಿರಣವಾಗಿದ್ದಾರೆ. <box>54 153 527 292</box>
date-kannada: ಬುಧವಾರ 17 ಸೆಪ್ಟೆಂಬರ್ 2025 <box>129 64 346 86</box>
column-divider <box>1007 151 1009 895</box>
eye-camp-article <box>58 1837 391 2228</box>
olympic-paragraph-3: ನೊಂದಾಯಿಸಿಕೊಳ್ಳಲು ಕೊನೆಯ ದಿನ ಸೆಪ್ಟೆಂಬರ್ 30 ಆಗಿದ್ದು ಇಂಡಿಯಾ ಸ್ಕಿಲ್ 2025 ರ ಕುರಿತಾದ ಸಂಪೂರ್ಣ ಮಾಹಿತಿಗಾಗಿ www.skillindiadigital.gov.in ಗೆ ಲಾಗಿನ್ ಮಾಡಬಹುದು. ನೊಂದಣಿ ಮತ್ತು ಭಾಗವಹಿಸುವಿಕೆ ಸಂಪೂರ್ಣ ಉಚಿತವಾಗಿರುತ್ತದೆ ಎಂದು ಜಿಲ್ಲಾಧಿಕಾರಿಗಳು ಪ್ರಕಟಣೆಯಲ್ಲಿ ತಿಳಿಸಿದ್ದಾರೆ. <box>58 1481 391 1579</box>
imprint-line-1: GADAG VANI Kannada Daily Morning Editor, Printer, Publisher and Owned by NETRAVATI RATHOD, # 55, At-Post: Kalakaleshwar, Gajendragad, Tq-Gajendragad, Dist: Gadag, State: <box>96 2250 1469 2269</box>
author-box-label: ಲೇಖನ <box>940 1755 986 1779</box>
modi-article-col1b <box>267 345 527 736</box>
poster-line-2: ಆಶಾಕಿರಣ <box>654 252 888 335</box>
kalyana-karnataka-map <box>798 1077 1116 1651</box>
info-subtitle: (ದಿನಾಂಕ: 17–09–2025 ರಂದು ಹೈದರಾಬಾದ ಕರ್ನಾಟಕ ವಿಮೋಚನಾ ದಿನಾಚರಣೆ ನಿಮಿತ್ತ ಲೇಖನ) <box>1148 1171 1490 1227</box>
footer-rule <box>54 2237 1511 2240</box>
author-phone: ಮೊ: 9449356443 <box>883 2096 1044 2116</box>
date-box <box>118 54 425 157</box>
modi-portrait-photo <box>54 341 263 728</box>
kalyana-paragraph-5: ಜಾಗೃತಿಯನ್ನು ಮೂಡಿಸಿ ನಡೆಸಲಾದ ಹೋರಾಟ ಅನೇಕ ಮಹನೀಯರ ಪರಿಶ್ರಮದಿಂದ ವಿಮೋಚನೆಗೊಂಡಿತು. ನಿಜಾಮನ ವಿರುದ್ಧ ಸ್ವಾತಂತ್ರ್ಯ ಹೋರಾಟಗಾರರು, ಆರ್ಯ ಸಮಾಜ, ಕಾಂಗ್ರೆಸ್ ಹಾಗೂ ಇತರ ಸಂಘಟನೆಗಳು ಜನರನ್ನು ಸಂಘಟಿಸಿದರು. ಹಳ್ಳಿ ಹಳ್ಳಿಗಳಲ್ಲಿ ಜನರು ಹೋರಾಟದಲ್ಲಿ ಭಾಗಿಯಾದರು. ಇಂದು ಈ ಪ್ರದೇಶವನ್ನು ಕಲ್ಯಾಣ ಕರ್ನಾಟಕ ಎಂದು ಕರೆಯಲಾಗುತ್ತಿದ್ದು, ಅಭಿವೃದ್ಧಿಯ ಹಾದಿಯಲ್ಲಿ ಮುನ್ನಡೆಯುತ್ತಿದೆ. ರಾಜ್ಯ ಸರ್ಕಾರವು ಕಲ್ಯಾಣ ಕರ್ನಾಟಕ ಪ್ರದೇಶಾಭಿವೃದ್ಧಿ ಮಂಡಳಿ ಸ್ಥಾಪಿಸಿ ಅನೇಕ ಯೋಜನೆಗಳನ್ನು ಜಾರಿಗೆ ತಂದಿದೆ. ವಿಶೇಷ ಸ್ಥಾನಮಾನ ಕಲಂ 371(ಜೆ) ಮೂಲಕ ಶಿಕ್ಷಣ ಹಾಗೂ ಉದ್ಯೋಗದಲ್ಲಿ ಮೀಸಲಾತಿ ದೊರೆತಿದೆ. ಹಿರಿಯರ ತ್ಯಾಗ ಬಲಿದಾನಗಳನ್ನು ಸ್ಮರಿಸುತ್ತಾ ಮುಂದಿನ ಪೀಳಿಗೆಗೆ ಈ ಇತಿಹಾಸವನ್ನು ತಿಳಿಸುವುದು ನಮ್ಮೆಲ್ಲರ ಕರ್ತವ್ಯವಾಗಿದೆ. ಹೀಗೆ ವಿಮೋಚನಾ ಹೋರಾಟ ತೀವ್ರ ಸ್ವರೂಪ ಪಡೆದಂತೆಲ್ಲಾ ಯುವಕರು, ವಿದ್ಯಾರ್ಥಿಗಳಿಗೆ ಸ್ವಾತಂತ್ರ್ಯ ಆಕಾಂಕ್ಷೆಯನ್ನು ಅರುಹು ಗ್ರಾಮಾಂತರದಲ್ಲಿ ವಿವಿಧ ರೀತಿ ಜಾಗೃತಿ ಮೂಡಿಸಿದರು. <box>1104 1688 1511 1909</box>
